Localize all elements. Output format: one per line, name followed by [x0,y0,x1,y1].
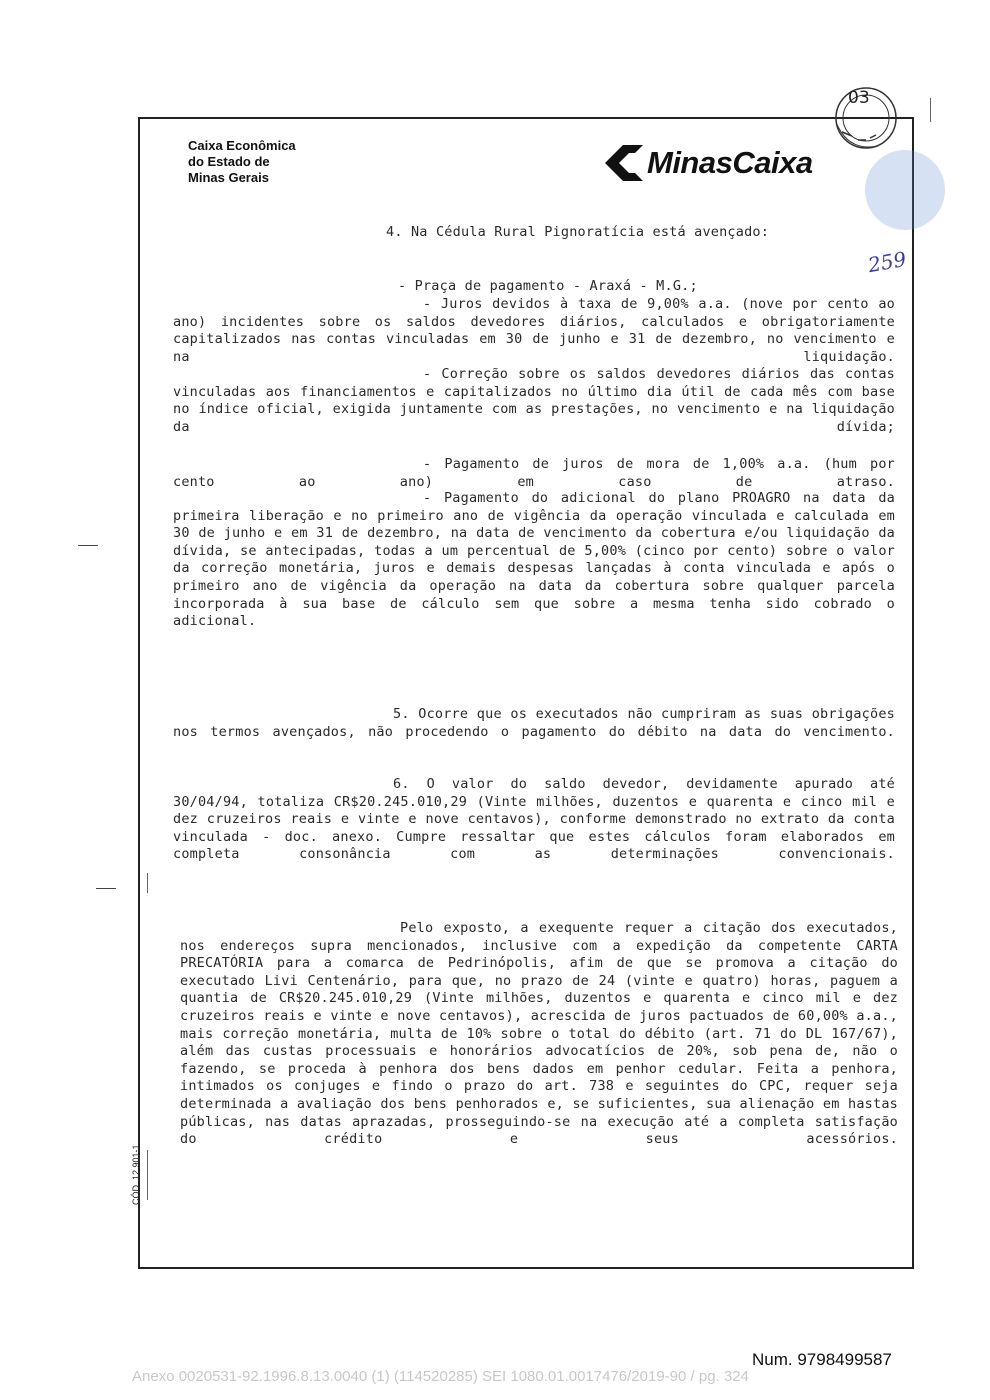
document-number: Num. 9798499587 [752,1350,892,1369]
section-4-item-correcao: - Correção sobre os saldos devedores diários das contas vinculadas aos financiamentos e capitalizados no último dia útil de cada mês com base no índice oficial, exigida juntamente com as prestações, no vencimento e na liquidação da dívida; [173,366,895,435]
section-4-item-proagro: - Pagamento do adicional do plano PROAGRO na data da primeira liberação e no primeiro ano de vigência da operação vinculada e calculada em 30 de junho e em 31 de dezembro, na data de vencimento da cobertura e/ou liquidação da dívida, se antecipadas, todas a um percentual de 5,00% (cinco por cento) sobre o valor da correção monetária, juros e demais despesas lançadas à conta vinculada e após o primeiro ano de vigência da operação na data da cobertura sobre qualquer parcela incorporada à sua base de cálculo sem que sobre a mesma tenha sido cobrado o adicional. [173,490,895,630]
blue-ink-stamp [865,150,945,230]
frame-bottom-rule [140,1267,912,1269]
margin-line [147,1150,148,1200]
handwritten-page-number: 259 [866,246,908,278]
organization-name: Caixa Econômica do Estado de Minas Gerais [188,138,296,185]
conclusion-paragraph: Pelo exposto, a exequente requer a citação dos executados, nos endereços supra mencionados, inclusive com a expedição da competente CARTA PRECATÓRIA para a comarca de Pedrinópolis, afim de que se promova a citação do executado Livi Centenário, para que, no prazo de 24 (vinte e quatro) horas, paguem a quantia de CR$20.245.010,29 (Vinte milhões, duzentos e quarenta e cinco mil e dez cruzeiros reais e vinte e nove centavos), acrescida de juros pactuados de 60,00% a.a., mais correção monetária, multa de 10% sobre o total do débito (art. 71 do DL 167/67), além das custas processuais e honorários advocatícios de 20%, sob pena de, não o fazendo, se proceda à penhora dos bens dados em penhor cedular. Feita a penhora, intimados os conjuges e findo o prazo do art. 738 e seguintes do CPC, requer seja determinada a avaliação dos bens penhorados e, se suficientes, sua alienação em hastas públicas, nas datas aprazadas, prosseguindo-se na execução até a completa satisfação do crédito e seus acessórios. [180,920,898,1148]
section-4-intro: 4. Na Cédula Rural Pignoratícia está avençado: [386,224,770,240]
section-6: 6. O valor do saldo devedor, devidamente apurado até 30/04/94, totaliza CR$20.245.010,29 (Vinte milhões, duzentos e quarenta e cinco mil e dez cruzeiros reais e vinte e nove centavos), conforme demonstrado no extrato da conta vinculada - doc. anexo. Cumpre ressaltar que estes cálculos foram elaborados em completa consonância com as determinações convencionais. [173,776,895,863]
section-4-item-mora: - Pagamento de juros de mora de 1,00% a.a. (hum por cento ao ano) em caso de atraso. [173,456,895,490]
margin-line [147,873,148,893]
document-reference: Anexo 0020531-92.1996.8.13.0040 (1) (114520285) SEI 1080.01.0017476/2019-90 / pg. 324 [132,1368,749,1385]
section-4 [173,224,895,242]
minascaixa-logo-mark-icon [603,143,645,183]
form-code: CÓD. 12.901-1 [131,1144,141,1205]
section-4-item-praca: - Praça de pagamento - Araxá - M.G.; [398,278,698,294]
brand-name: MinasCaixa [647,145,813,180]
margin-mark [96,888,116,889]
section-5: 5. Ocorre que os executados não cumpriram as suas obrigações nos termos avençados, não procedendo o pagamento do débito na data do vencimento. [173,706,895,740]
margin-mark [78,545,98,546]
section-4-item-juros: - Juros devidos à taxa de 9,00% a.a. (nove por cento ao ano) incidentes sobre os saldos devedores diários, calculados e obrigatoriamente capitalizados nas contas vinculadas em 30 de junho e 31 de dezembro, no vencimento e na liquidação. [173,296,895,365]
stamp-page-number: 03 [848,88,870,108]
margin-line [930,98,931,122]
minascaixa-logo [603,143,813,183]
